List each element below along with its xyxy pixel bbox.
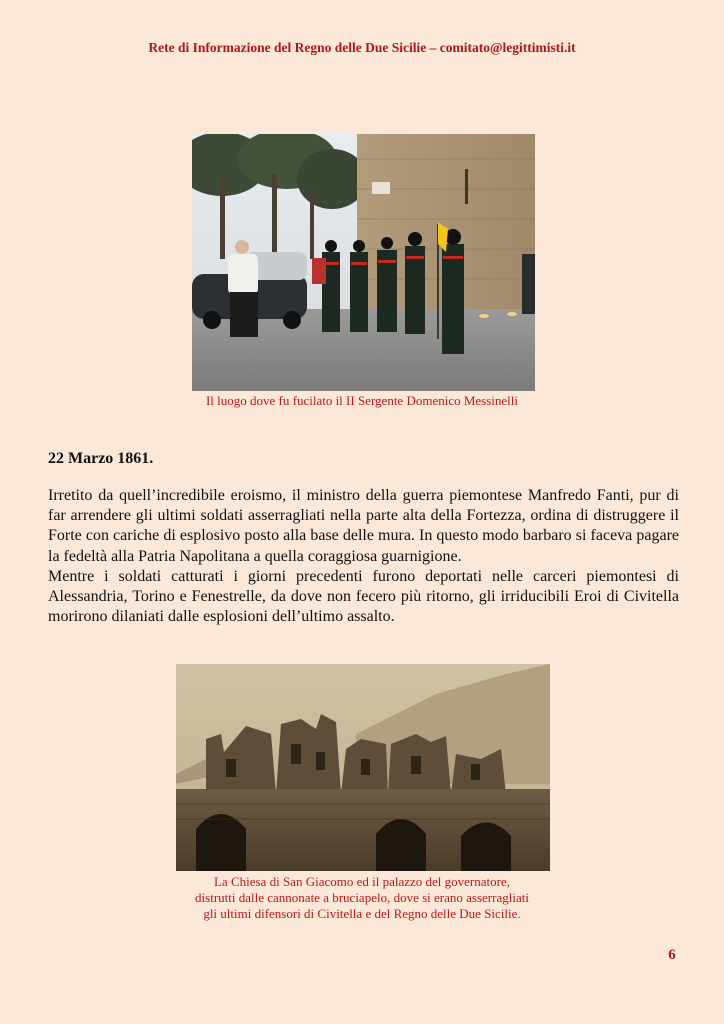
ceremony-photo (192, 134, 535, 391)
caption-line: distrutti dalle cannonate a bruciapelo, dove si erano asserragliati (195, 890, 529, 905)
section-title: 22 Marzo 1861. (48, 450, 154, 467)
paragraph: Irretito da quell’incredibile eroismo, il ministro della guerra piemontese Manfredo Fanti, pur di far arrendere gli ultimi soldati asserragliati nella parte alta della Fortezza, ordina di distruggere il Forte con cariche di esplosivo posto alla base delle mura. In questo modo barbaro si faceva pagare la fedeltà alla Patria Napolitana a quella coraggiosa guarnigione. (48, 487, 679, 565)
caption-line: gli ultimi difensori di Civitella e del Regno delle Due Sicilie. (203, 906, 521, 921)
ruins-photo (176, 664, 550, 871)
page-header: Rete di Informazione del Regno delle Due Sicilie – comitato@legittimisti.it (148, 40, 576, 55)
caption-line: La Chiesa di San Giacomo ed il palazzo del governatore, (213, 874, 510, 889)
paragraph: Mentre i soldati catturati i giorni precedenti furono deportati nelle carceri piemontesi di Alessandria, Torino e Fenestrelle, da dove non fecero più ritorno, gli irriducibili Eroi di Civitella morirono dilaniati dalle esplosioni dell’ultimo assalto. (48, 567, 679, 626)
page-number: 6 (668, 947, 676, 963)
body-text (48, 486, 679, 627)
figure1-caption: Il luogo dove fu fucilato il II Sergente Domenico Messinelli (205, 393, 519, 408)
figure2-caption (0, 874, 724, 922)
